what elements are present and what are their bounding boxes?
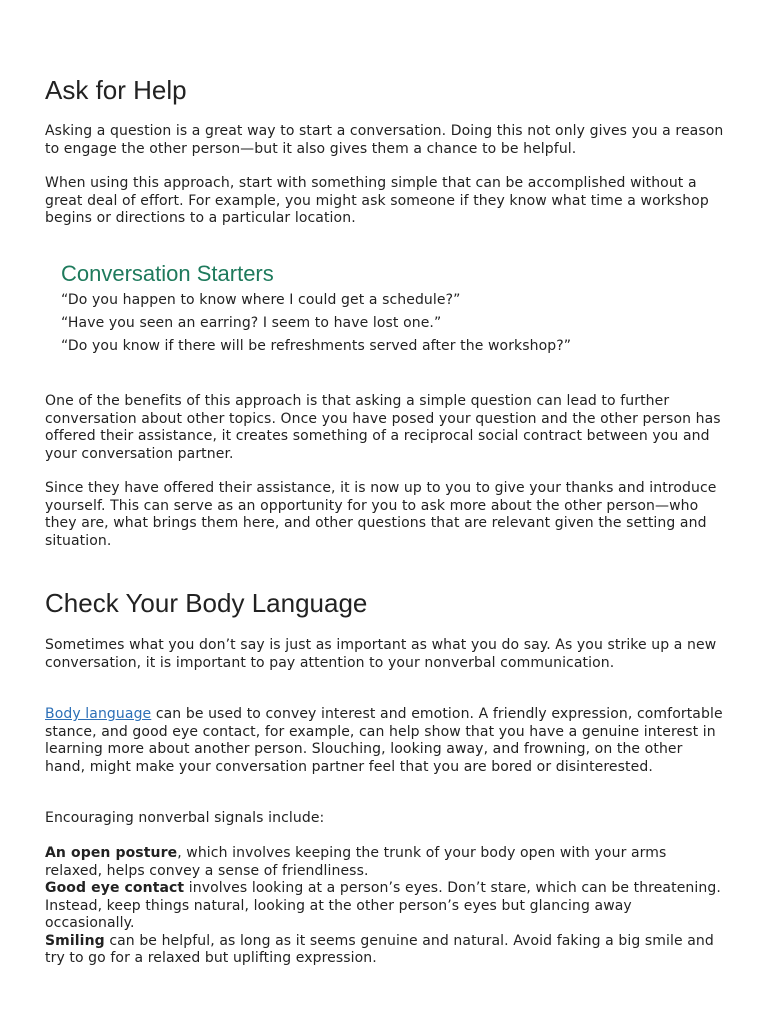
starters-list (61, 291, 721, 355)
signal-item (45, 880, 725, 933)
signal-term: An open posture (45, 845, 178, 861)
conversation-starters-title: Conversation Starters (61, 261, 274, 286)
signal-term: Good eye contact (45, 880, 185, 896)
section-title-body-language: Check Your Body Language (45, 588, 368, 618)
paragraph: Asking a question is a great way to start a conversation. Doing this not only gives you a reason to engage the other person—but it also gives them a chance to be helpful. (45, 123, 724, 157)
paragraph: Since they have offered their assistance, it is now up to you to give your thanks and introduce yourself. This can serve as an opportunity for you to ask more about the other person—who they are, what brings them here, and other questions that are relevant given the setting and situation. (45, 480, 717, 549)
conversation-starters-box (61, 261, 721, 355)
signal-text: can be helpful, as long as it seems genuine and natural. Avoid faking a big smile and try to go for a relaxed but uplifting expression. (45, 932, 714, 966)
signal-item (45, 933, 725, 968)
paragraph: When using this approach, start with something simple that can be accomplished without a great deal of effort. For example, you might ask someone if they know what time a workshop begins or directions to a particular location. (45, 175, 709, 226)
signal-item (45, 845, 725, 880)
paragraph: Encouraging nonverbal signals include: (45, 810, 325, 826)
paragraph: One of the benefits of this approach is that asking a simple question can lead to further conversation about other topics. Once you have posed your question and the other person has offered their assistance, it creates something of a reciprocal social contract between you and your conversation partner. (45, 393, 721, 462)
signal-term: Smiling (45, 932, 105, 949)
starter-item: “Have you seen an earring? I seem to have lost one.” (61, 315, 442, 331)
signals-list (45, 845, 725, 968)
paragraph (45, 706, 725, 776)
section-title-ask-for-help: Ask for Help (45, 75, 187, 105)
starter-item: “Do you happen to know where I could get a schedule?” (61, 292, 461, 308)
body-language-link[interactable]: Body language (45, 706, 152, 722)
starter-item: “Do you know if there will be refreshments served after the workshop?” (61, 338, 572, 354)
paragraph-text: can be used to convey interest and emotion. A friendly expression, comfortable stance, and good eye contact, for example, can help show that you have a genuine interest in learning more about another person. Slouching, looking away, and frowning, on the other hand, might make your conversation partner feel that you are bored or disinterested. (45, 706, 723, 775)
signal-text: involves looking at a person’s eyes. Don’t stare, which can be threatening. Instead, keep things natural, looking at the other person’s eyes but glancing away occasionally. (45, 880, 721, 931)
paragraph: Sometimes what you don’t say is just as important as what you do say. As you strike up a new conversation, it is important to pay attention to your nonverbal communication. (45, 637, 717, 671)
signal-text: , which involves keeping the trunk of your body open with your arms relaxed, helps convey a sense of friendliness. (45, 845, 667, 879)
